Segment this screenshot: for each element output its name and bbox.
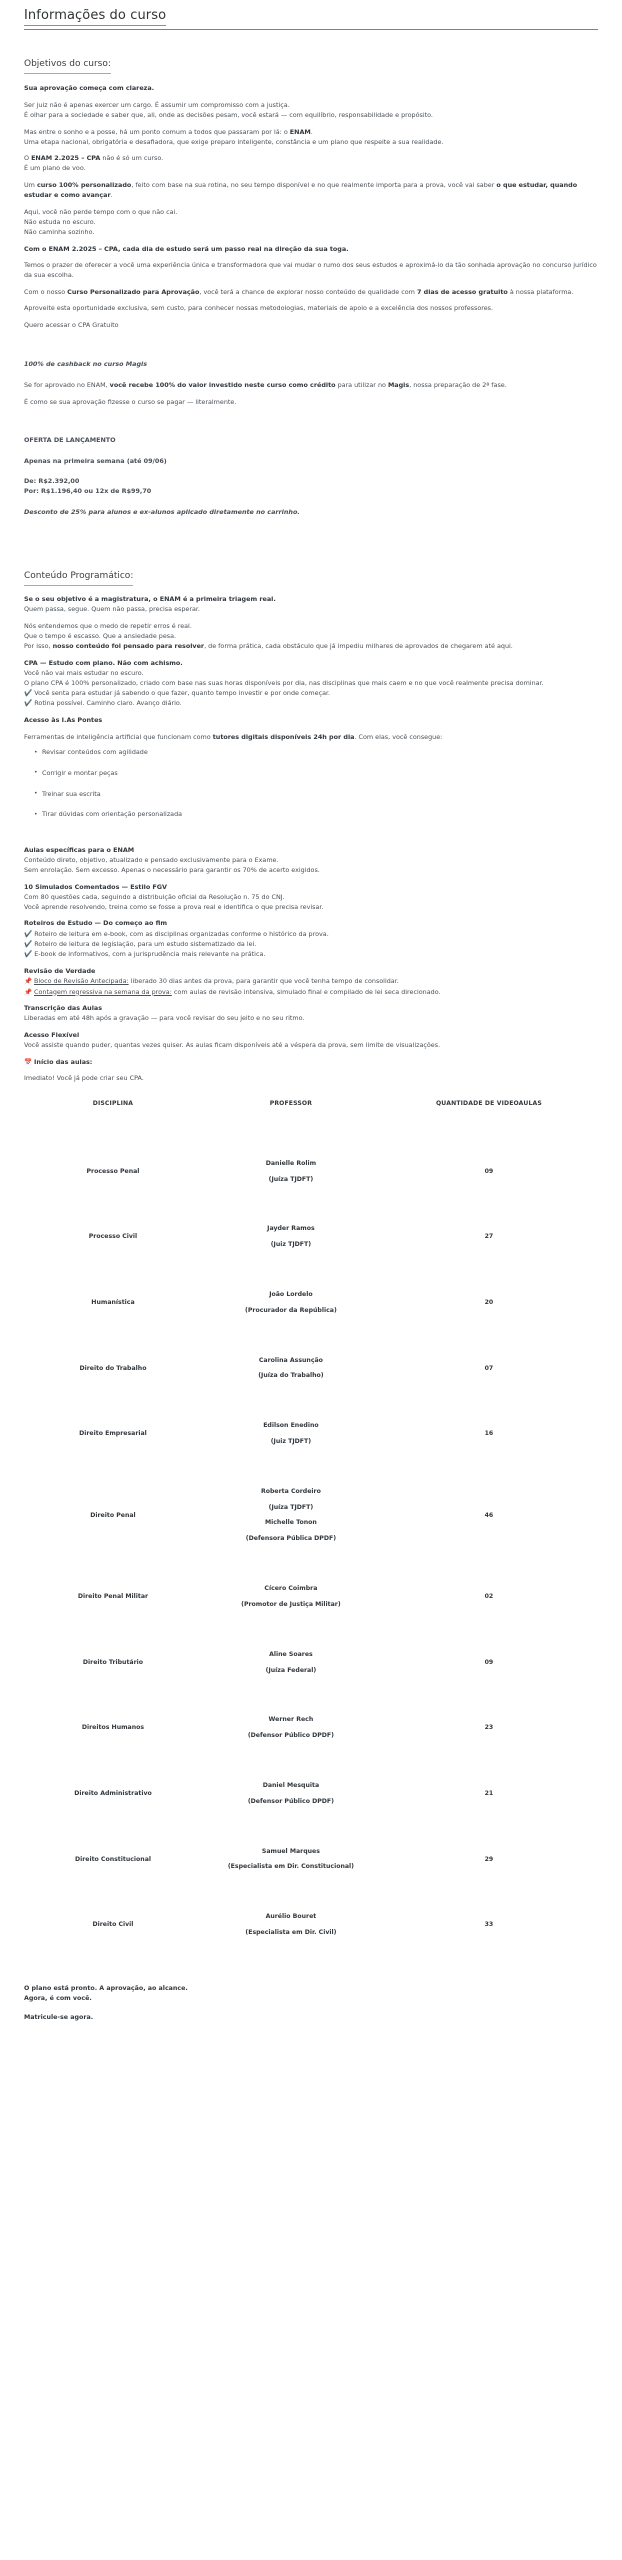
professor-role: (Juiz TJDFT) — [270, 1438, 312, 1446]
objectives-paragraph-8 — [24, 287, 598, 297]
objectives-p1-line2: É olhar para a sociedade e saber que, ali, onde as decisões pesam, você estará — com equilíbrio, responsabilidade e propósito. — [24, 110, 433, 119]
cell-quantidade: 20 — [484, 1298, 494, 1306]
objectives-paragraph-6: Com o ENAM 2.2025 – CPA, cada dia de estudo será um passo real na direção da sua toga. — [24, 244, 349, 253]
professor-role: (Juíza do Trabalho) — [258, 1372, 324, 1380]
professor-role: (Especialista em Dir. Civil) — [245, 1929, 337, 1937]
acesso-flexivel-line: Você assiste quando puder, quantas vezes quiser. As aulas ficam disponíveis até a véspera da prova, sem limite de visualizações. — [24, 1040, 441, 1049]
table-row — [24, 1695, 598, 1761]
cashback-p1-bold1: você recebe 100% do valor investido neste curso como crédito — [109, 381, 336, 390]
cell-professor — [202, 1892, 380, 1958]
page-title-container — [24, 8, 598, 30]
cell-disciplina: Direito Administrativo — [74, 1789, 152, 1797]
syllabus-intro-line2: Quem passa, segue. Quem não passa, precisa esperar. — [24, 605, 200, 614]
acesso-flexivel-block — [24, 1030, 598, 1050]
ia-benefits-list — [24, 748, 598, 819]
ia-intro-bold: tutores digitais disponíveis 24h por dia — [212, 732, 355, 741]
pushpin-icon: 📌 — [24, 977, 32, 986]
cell-quantidade: 16 — [484, 1430, 494, 1438]
list-item: • Corrigir e montar peças — [42, 769, 598, 779]
contagem-regressiva-text: com aulas de revisão intensiva, simulado final e compilado de lei seca direcionado. — [171, 987, 441, 996]
ia-heading: Acesso às I.As Pontes — [24, 716, 103, 725]
table-row — [24, 1564, 598, 1630]
objectives-p4-bold1: curso 100% personalizado — [36, 180, 132, 189]
calendar-icon: 📅 — [24, 1057, 32, 1066]
table-header-row — [24, 1099, 598, 1138]
objectives-p5-line1: Aqui, você não perde tempo com o que não cai. — [24, 207, 178, 216]
aulas-enam-block — [24, 845, 598, 875]
professor-name: Werner Rech — [268, 1716, 314, 1724]
objectives-p3-post: não é só um curso. — [100, 154, 164, 163]
syllabus-fear-line2: Que o tempo é escasso. Que a ansiedade pesa. — [24, 631, 177, 640]
objectives-paragraph-1 — [24, 100, 598, 120]
objectives-p3-bold: ENAM 2.2025 – CPA — [31, 154, 101, 163]
acesso-flexivel-heading: Acesso Flexível — [24, 1030, 80, 1039]
cell-disciplina: Direito Constitucional — [74, 1855, 151, 1863]
syllabus-fear-line3-post: , de forma prática, cada obstáculo que já impediu milhares de aprovados de chegarem até aqui. — [204, 641, 513, 650]
cell-disciplina: Humanística — [91, 1298, 135, 1306]
simulados-block — [24, 882, 598, 912]
inicio-aulas-heading: Início das aulas: — [34, 1057, 93, 1066]
objectives-p4-pre: Um — [24, 180, 37, 189]
cell-disciplina: Direito do Trabalho — [79, 1364, 147, 1372]
ia-intro-post: . Com elas, você consegue: — [354, 732, 443, 741]
syllabus-intro-bold: Se o seu objetivo é a magistratura, o ENAM é a primeira triagem real. — [24, 594, 276, 603]
objectives-p1-line1: Ser juiz não é apenas exercer um cargo. É assumir um compromisso com a justiça. — [24, 100, 290, 109]
objectives-heading: Objetivos do curso: — [24, 58, 111, 74]
table-row — [24, 1892, 598, 1958]
revisao-heading: Revisão de Verdade — [24, 967, 96, 976]
objectives-paragraph-7: Temos o prazer de oferecer a você uma experiência única e transformadora que vai mudar o rumo dos seus estudos e aproximá-lo da tão sonhada aprovação no concurso jurídico da sua escolha. — [24, 261, 597, 280]
objectives-p3-pre: O — [24, 154, 32, 163]
offer-label: OFERTA DE LANÇAMENTO — [24, 436, 116, 445]
cell-quantidade: 27 — [484, 1233, 494, 1241]
cashback-p1-mid: para utilizar no — [335, 381, 388, 390]
check-icon: ✔️ — [24, 950, 33, 959]
table-row — [24, 1401, 598, 1467]
cashback-p1-post: , nossa preparação de 2ª fase. — [409, 381, 507, 390]
list-item: • Treinar sua escrita — [42, 790, 598, 800]
roteiros-block — [24, 918, 598, 959]
professor-name: João Lordelo — [269, 1290, 313, 1298]
inicio-aulas-line: Imediato! Você já pode criar seu CPA. — [24, 1074, 144, 1083]
disciplines-table — [24, 1099, 598, 1958]
ia-intro — [24, 732, 598, 742]
objectives-p8-post: à nossa plataforma. — [507, 287, 574, 296]
objectives-paragraph-9: Aproveite esta oportunidade exclusiva, sem custo, para conhecer nossas metodologias, materiais de apoio e a excelência dos nossos professores. — [24, 304, 494, 313]
check-icon: ✔️ — [24, 699, 33, 708]
professor-role: (Juiz TJDFT) — [270, 1241, 312, 1249]
professor-role: (Defensor Público DPDF) — [247, 1797, 334, 1805]
offer-prices — [24, 476, 598, 496]
cell-quantidade: 23 — [484, 1724, 494, 1732]
revisao-antecipada-text: liberado 30 dias antes da prova, para garantir que você tenha tempo de consolidar. — [128, 977, 399, 986]
cell-professor — [202, 1827, 380, 1893]
cpa-line2: O plano CPA é 100% personalizado, criado com base nas suas horas disponíveis por dia, nas disciplinas que mais caem e no que você realmente precisa dominar. — [24, 678, 544, 687]
closing-line-1: O plano está pronto. A aprovação, ao alcance. — [24, 1984, 188, 1992]
objectives-p2-line2: Uma etapa nacional, obrigatória e desafiadora, que exige preparo inteligente, constância e um plano que respeite a sua realidade. — [24, 137, 444, 146]
objectives-paragraph-4 — [24, 180, 598, 200]
professor-name: Aline Soares — [269, 1650, 313, 1658]
offer-price-from: De: R$2.392,00 — [24, 476, 80, 485]
table-row — [24, 1630, 598, 1696]
cell-quantidade: 07 — [484, 1364, 494, 1372]
cell-professor — [202, 1336, 380, 1402]
cpa-block — [24, 658, 598, 709]
objectives-paragraph-2 — [24, 127, 598, 147]
transcricao-heading: Transcrição das Aulas — [24, 1004, 103, 1013]
cell-disciplina: Processo Civil — [88, 1233, 138, 1241]
cell-disciplina: Direitos Humanos — [81, 1724, 145, 1732]
professor-name: Roberta Cordeiro — [260, 1487, 321, 1495]
objectives-p2-post: . — [310, 127, 313, 136]
syllabus-fear-line3-bold: nosso conteúdo foi pensado para resolver — [52, 641, 205, 650]
cell-disciplina: Processo Penal — [86, 1167, 140, 1175]
professor-role: (Defensora Pública DPDF) — [245, 1535, 337, 1543]
syllabus-heading: Conteúdo Programático: — [24, 570, 133, 586]
professor-name: Edilson Enedino — [263, 1422, 319, 1430]
cashback-p1-bold2: Magis — [387, 381, 410, 390]
ia-intro-pre: Ferramentas de inteligência artificial que funcionam como — [24, 732, 213, 741]
revisao-block — [24, 966, 598, 996]
page-title: Informações do curso — [24, 8, 166, 26]
cell-professor — [202, 1204, 380, 1270]
objectives-p5-line2: Não estuda no escuro. — [24, 217, 96, 226]
professor-role: (Defensor Público DPDF) — [247, 1732, 334, 1740]
cashback-paragraph-2: É como se sua aprovação fizesse o curso se pagar — literalmente. — [24, 397, 237, 406]
transcricao-block — [24, 1003, 598, 1023]
cashback-heading: 100% de cashback no curso Magis — [24, 359, 148, 368]
professor-role: (Especialista em Dir. Constitucional) — [227, 1863, 354, 1871]
syllabus-fear-paragraph — [24, 621, 598, 651]
professor-name: Daniel Mesquita — [262, 1781, 320, 1789]
professor-name: Cícero Coimbra — [264, 1585, 318, 1593]
aulas-enam-line1: Conteúdo direto, objetivo, atualizado e pensado exclusivamente para o Exame. — [24, 855, 279, 864]
professor-role: (Promotor de Justiça Militar) — [241, 1600, 341, 1608]
cpa-check2: Rotina possível. Caminho claro. Avanço diário. — [34, 699, 182, 708]
objectives-p4-post: . — [110, 191, 113, 200]
cpa-gratuito-link[interactable]: Quero acessar o CPA Gratuito — [24, 321, 119, 330]
table-row — [24, 1270, 598, 1336]
professor-name: Michelle Tonon — [264, 1519, 317, 1527]
inicio-aulas-heading-row — [24, 1057, 598, 1067]
column-header-disciplina: DISCIPLINA — [92, 1100, 134, 1108]
closing-cta[interactable]: Matricule-se agora. — [24, 2013, 94, 2021]
cell-disciplina: Direito Empresarial — [79, 1430, 147, 1438]
table-row — [24, 1827, 598, 1893]
objectives-paragraph-5 — [24, 207, 598, 237]
cell-professor — [202, 1401, 380, 1467]
objectives-p8-pre: Com o nosso — [24, 287, 68, 296]
offer-window: Apenas na primeira semana (até 09/06) — [24, 457, 167, 466]
syllabus-intro — [24, 594, 598, 614]
column-header-quantidade: QUANTIDADE DE VIDEOAULAS — [435, 1100, 542, 1108]
cell-professor — [202, 1467, 380, 1564]
cpa-check1: Você senta para estudar já sabendo o que fazer, quanto tempo investir e por onde começar. — [34, 688, 331, 697]
simulados-line2: Você aprende resolvendo, treina como se fosse a prova real e identifica o que precisa revisar. — [24, 902, 324, 911]
launch-offer-section — [24, 435, 598, 517]
offer-price-to: Por: R$1.196,40 ou 12x de R$99,70 — [24, 486, 152, 495]
aulas-enam-line2: Sem enrolação. Sem excesso. Apenas o necessário para garantir os 70% de acerto exigidos. — [24, 866, 320, 875]
objectives-p8-mid: , você terá a chance de explorar nosso conteúdo de qualidade com — [199, 287, 417, 296]
syllabus-section — [24, 570, 598, 1083]
objectives-p4-bold2: o que estudar, quando estudar e como avançar — [24, 180, 578, 200]
objectives-p8-bold1: Curso Personalizado para Aprovação — [67, 287, 200, 296]
professor-role: (Juíza TJDFT) — [268, 1503, 314, 1511]
objectives-section — [24, 58, 598, 330]
table-row — [24, 1467, 598, 1564]
roteiros-check3: E-book de informativos, com a jurisprudência mais relevante na prática. — [34, 950, 266, 959]
objectives-p2-bold: ENAM — [289, 127, 311, 136]
cpa-line1: Você não vai mais estudar no escuro. — [24, 668, 144, 677]
revisao-antecipada-label: Bloco de Revisão Antecipada: — [34, 977, 129, 986]
cell-quantidade: 02 — [484, 1593, 494, 1600]
table-row — [24, 1139, 598, 1205]
syllabus-fear-line1: Nós entendemos que o medo de repetir erros é real. — [24, 621, 192, 630]
cell-professor — [202, 1761, 380, 1827]
cashback-section — [24, 359, 598, 407]
professor-role: (Procurador da República) — [245, 1306, 337, 1314]
list-item: • Revisar conteúdos com agilidade — [42, 748, 598, 758]
column-header-professor: PROFESSOR — [269, 1100, 313, 1108]
cell-disciplina: Direito Penal — [90, 1511, 136, 1519]
simulados-heading: 10 Simulados Comentados — Estilo FGV — [24, 882, 167, 891]
cell-professor — [202, 1564, 380, 1630]
check-icon: ✔️ — [24, 929, 33, 938]
objectives-p3-line2: É um plano de voo. — [24, 164, 86, 173]
objectives-p2-pre: Mas entre o sonho e a posse, há um ponto comum a todos que passaram por lá: o — [24, 127, 290, 136]
professor-name: Jayder Ramos — [267, 1225, 315, 1233]
syllabus-heading-row — [24, 570, 598, 586]
cashback-paragraph-1 — [24, 380, 598, 390]
professor-role: (Juíza Federal) — [265, 1666, 317, 1674]
cell-quantidade: 21 — [484, 1789, 494, 1797]
table-row — [24, 1204, 598, 1270]
cell-professor — [202, 1139, 380, 1205]
professor-name: Danielle Rolim — [265, 1159, 317, 1167]
roteiros-heading: Roteiros de Estudo — Do começo ao fim — [24, 919, 167, 928]
roteiros-check1: Roteiro de leitura em e-book, com as disciplinas organizadas conforme o histórico da prova. — [34, 929, 329, 938]
roteiros-check2: Roteiro de leitura de legislação, para um estudo sistematizado da lei. — [34, 939, 257, 948]
cell-professor — [202, 1630, 380, 1696]
objectives-p5-line3: Não caminha sozinho. — [24, 227, 95, 236]
cell-disciplina: Direito Penal Militar — [77, 1593, 149, 1600]
table-row — [24, 1336, 598, 1402]
simulados-line1: Com 80 questões cada, seguindo a distribuição oficial da Resolução n. 75 do CNJ. — [24, 892, 285, 901]
cell-quantidade: 46 — [484, 1511, 494, 1519]
closing-line-2: Agora, é com você. — [24, 1995, 92, 2003]
list-item: • Tirar dúvidas com orientação personalizada — [42, 810, 598, 820]
contagem-regressiva-label: Contagem regressiva na semana da prova: — [34, 987, 172, 996]
objectives-paragraph-3 — [24, 153, 598, 173]
transcricao-line: Liberadas em até 48h após a gravação — para você revisar do seu jeito e no seu ritmo. — [24, 1014, 305, 1023]
professor-name: Samuel Marques — [261, 1847, 320, 1855]
cell-quantidade: 29 — [484, 1855, 494, 1863]
aulas-enam-heading: Aulas específicas para o ENAM — [24, 845, 135, 854]
cell-professor — [202, 1695, 380, 1761]
syllabus-fear-line3-pre: Por isso, — [24, 641, 53, 650]
cashback-p1-pre: Se for aprovado no ENAM, — [24, 381, 110, 390]
objectives-p8-bold2: 7 dias de acesso gratuito — [416, 287, 508, 296]
cell-disciplina: Direito Tributário — [82, 1658, 144, 1666]
check-icon: ✔️ — [24, 688, 33, 697]
table-row — [24, 1761, 598, 1827]
objectives-p4-mid: , feito com base na sua rotina, no seu tempo disponível e no que realmente importa para a prova, você vai saber — [131, 180, 497, 189]
cell-professor — [202, 1270, 380, 1336]
cell-quantidade: 09 — [484, 1658, 494, 1666]
professor-name: Carolina Assunção — [258, 1356, 323, 1364]
objectives-lead: Sua aprovação começa com clareza. — [24, 84, 155, 93]
cell-quantidade: 33 — [484, 1921, 494, 1929]
closing-section — [24, 1984, 598, 2023]
cell-quantidade: 09 — [484, 1167, 494, 1175]
objectives-heading-row — [24, 58, 598, 74]
offer-discount-note: Desconto de 25% para alunos e ex-alunos aplicado diretamente no carrinho. — [24, 508, 300, 517]
pushpin-icon: 📌 — [24, 987, 32, 996]
professor-name: Aurélio Bouret — [265, 1913, 317, 1921]
check-icon: ✔️ — [24, 939, 33, 948]
cpa-heading: CPA — Estudo com plano. Não com achismo. — [24, 658, 183, 667]
professor-role: (Juíza TJDFT) — [268, 1175, 314, 1183]
cell-disciplina: Direito Civil — [92, 1921, 134, 1929]
